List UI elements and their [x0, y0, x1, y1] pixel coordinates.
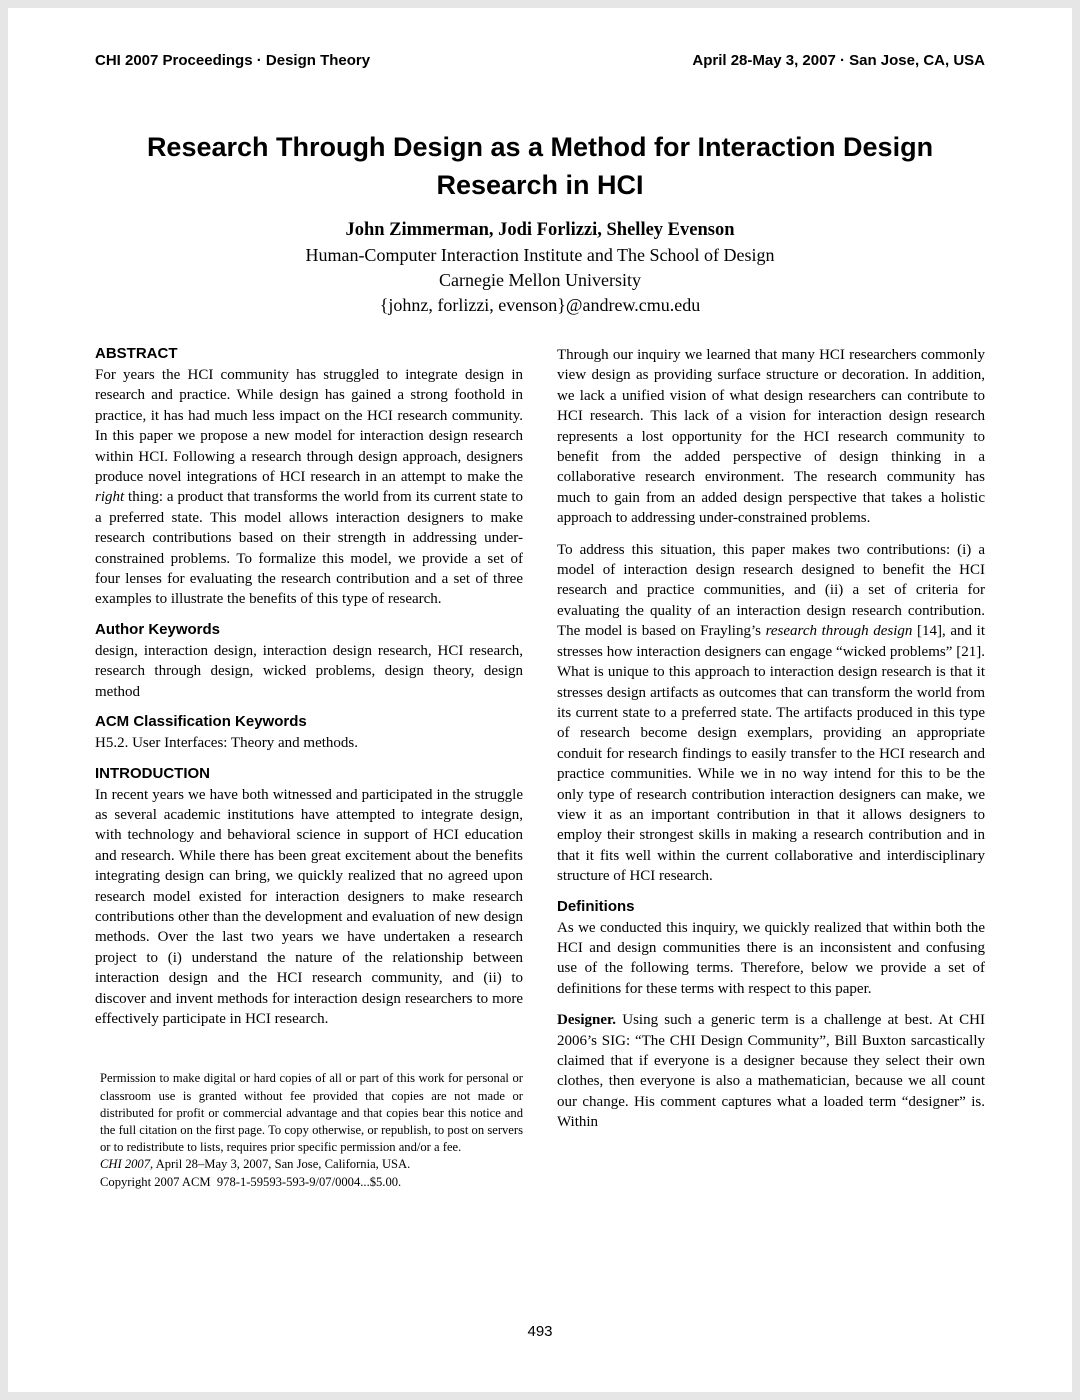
paper-title: Research Through Design as a Method for Interaction Design Research in HCI	[146, 132, 934, 200]
acm-keywords-heading: ACM Classification Keywords	[95, 713, 307, 731]
designer-term-bold: Designer.	[557, 1012, 617, 1029]
page-number: 493	[527, 1323, 553, 1340]
author-emails: {johnz, forlizzi, evenson}@andrew.cmu.edu	[379, 295, 701, 315]
abstract-text-b: thing: a product that transforms the world from its current state to a preferred state. This model allows interaction designers to make research contributions based on their strength in addressing under-constrained problems. To formalize this model, we provide a set of four lenses for evaluating the research contribution and a set of three examples to illustrate the benefits of this type of research.	[95, 489, 523, 608]
right-column	[557, 345, 985, 1191]
introduction-paragraph: In recent years we have both witnessed and participated in the struggle as several academic institutions have attempted to integrate design, with technology and behavioral science in support of HCI education and research. While there has been great excitement about the benefits integrating design can bring, we quickly realized that no agreed upon research model existed for interaction designers to make research contributions other than the development and evaluation of new design methods. Over the last two years we have undertaken a research project to (i) understand the nature of the relationship between interaction design and the HCI research community, and (ii) to discover and invent methods for interaction design researchers to more effectively participate in HCI research.	[95, 786, 523, 1027]
research-through-design-italic: research through design	[765, 623, 913, 640]
copyright-footnote	[95, 1070, 523, 1190]
contributions-text-b: [14], and it stresses how interaction designers can engage “wicked problems” [21]. What is unique to this approach to interaction design research is that it stresses design artifacts as outcomes that can transform the world from its current state to a preferred state. The artifacts produced in this type of research become design exemplars, providing an appropriate conduit for research findings to easily transfer to the HCI research and practice communities. While we in no way intend for this to be the only type of research contribution interaction designers can make, we view it as an important contribution in that it allows designers to employ their strongest skills in making a research contribution and in that it fits well within the current collaborative and interdisciplinary structure of HCI research.	[557, 623, 985, 885]
definitions-heading: Definitions	[557, 897, 635, 915]
designer-paragraph	[557, 1010, 985, 1132]
running-head	[95, 52, 985, 70]
venue-citation-rest: April 28–May 3, 2007, San Jose, California, USA.	[153, 1157, 411, 1172]
abstract-italic-word: right	[95, 489, 125, 506]
designer-text: Using such a generic term is a challenge at best. At CHI 2006’s SIG: “The CHI Design Community”, Bill Buxton sarcastically claimed that if everyone is a designer because they select their own clothes, then everyone is also a mathematician, because we all count our change. His comment captures what a loaded term “designer” is. Within	[557, 1012, 985, 1131]
introduction-heading: INTRODUCTION	[95, 764, 210, 782]
running-head-right: April 28-May 3, 2007 · San Jose, CA, USA	[692, 52, 985, 69]
acm-keywords-paragraph: H5.2. User Interfaces: Theory and methods.	[95, 735, 358, 752]
copyright-line: Copyright 2007 ACM 978-1-59593-593-9/07/0004...$5.00.	[100, 1174, 402, 1189]
paper-page	[8, 8, 1072, 1392]
contributions-text-a: To address this situation, this paper makes two contributions: (i) a model of interaction design research designed to benefit the HCI research and practice communities, and (ii) a set of criteria for evaluating the quality of an interaction design research contribution. The model is based on Frayling’s	[557, 541, 985, 640]
abstract-heading: ABSTRACT	[95, 345, 178, 362]
left-column	[95, 345, 523, 1191]
abstract-text-a: For years the HCI community has struggled to integrate design in research and practice. While design has gained a strong foothold in practice, it has had much less impact on the HCI research community. In this paper we propose a new model for interaction design research within HCI. Following a research through design approach, designers produce novel integrations of HCI research in an attempt to make the	[95, 367, 523, 486]
inquiry-paragraph: Through our inquiry we learned that many HCI researchers commonly view design as providing surface structure or decoration. In addition, we lack a unified vision of what design researchers can contribute to HCI research. This lack of a vision for interaction design research represents a lost opportunity for the HCI research community to benefit from the added perspective of design thinking in a collaborative research environment. The research community has much to gain from an added design perspective that takes a holistic approach to addressing under-constrained problems.	[557, 347, 985, 527]
affiliation-university: Carnegie Mellon University	[439, 270, 641, 290]
two-column-body	[95, 345, 985, 1191]
affiliation-institute: Human-Computer Interaction Institute and The School of Design	[305, 245, 775, 265]
author-keywords-heading: Author Keywords	[95, 620, 221, 638]
venue-citation	[100, 1156, 523, 1173]
abstract-paragraph	[95, 365, 523, 610]
permission-notice: Permission to make digital or hard copies of all or part of this work for personal or classroom use is granted without fee provided that copies are not made or distributed for profit or commercial advantage and that copies bear this notice and the full citation on the first page. To copy otherwise, or republish, to post on servers or to redistribute to lists, requires prior specific permission and/or a fee.	[100, 1071, 523, 1155]
definitions-paragraph: As we conducted this inquiry, we quickly realized that within both the HCI and design communities there is an inconsistent and confusing use of the following terms. Therefore, below we provide a set of definitions for these terms with respect to this paper.	[557, 919, 985, 997]
running-head-left: CHI 2007 Proceedings · Design Theory	[95, 52, 371, 69]
venue-name-italic: CHI 2007,	[100, 1157, 154, 1172]
author-keywords-paragraph: design, interaction design, interaction design research, HCI research, research through design, wicked problems, design theory, design method	[95, 642, 523, 700]
contributions-paragraph	[557, 540, 985, 887]
author-names: John Zimmerman, Jodi Forlizzi, Shelley Evenson	[345, 220, 735, 240]
